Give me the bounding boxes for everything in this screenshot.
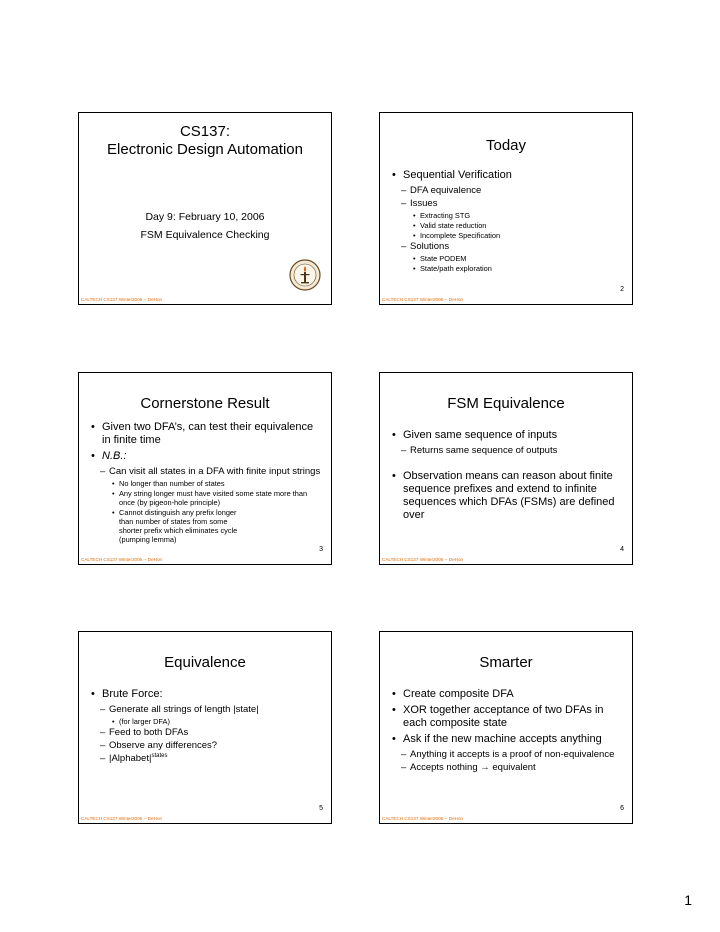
sub-sub-bullet: • No longer than number of states [91, 479, 321, 488]
sub-sub-bullet: • (for larger DFA) [91, 717, 321, 726]
sub-bullet: – Returns same sequence of outputs [392, 445, 622, 457]
bullet: • Create composite DFA [392, 688, 622, 701]
sub-sub-bullet: • Cannot distinguish any prefix longer than number of states from some shorter prefix which eliminates cycle (pumping lemma) [91, 508, 321, 544]
title-line: CS137: [179, 123, 231, 140]
sub-sub-bullet: • State PODEM [392, 254, 622, 263]
sub-bullet: – Solutions [392, 241, 622, 253]
sub-sub-bullet: • Incomplete Specification [392, 231, 622, 240]
slide-title [79, 123, 331, 159]
slide-footer: CALTECH CS137 Winter2006 -- DeHon [382, 816, 464, 821]
slide-number: 4 [620, 546, 624, 553]
slide-number: 3 [319, 546, 323, 553]
slide-footer: CALTECH CS137 Winter2006 -- DeHon [81, 297, 163, 302]
subtitle-topic: FSM Equivalence Checking [140, 229, 270, 241]
slide-content [91, 688, 321, 766]
sub-bullet: – Issues [392, 198, 622, 210]
sub-sub-bullet: • Any string longer must have visited some state more than once (by pigeon-hole principle) [91, 489, 321, 507]
sub-bullet: – Generate all strings of length |state| [91, 704, 321, 716]
states-superscript: states [151, 752, 168, 759]
slide-6 [379, 631, 633, 824]
spacer [392, 458, 622, 470]
sub-sub-bullet: • Valid state reduction [392, 221, 622, 230]
bullet [91, 450, 321, 463]
sub-bullet: – Anything it accepts is a proof of non-equivalence [392, 749, 622, 761]
alphabet-base: |Alphabet| [109, 753, 152, 764]
sub-bullet: – Feed to both DFAs [91, 727, 321, 739]
slide-1 [78, 112, 332, 305]
slide-footer: CALTECH CS137 Winter2006 -- DeHon [382, 297, 464, 302]
slide-title: FSM Equivalence [447, 395, 565, 412]
slide-number: 2 [620, 286, 624, 293]
bullet: • Observation means can reason about finite sequence prefixes and extend to infinite sequences which DFAs (FSMs) are defined over [392, 470, 622, 522]
sub-bullet [91, 753, 321, 765]
subtitle-date: Day 9: February 10, 2006 [145, 211, 265, 223]
bullet: • Sequential Verification [392, 169, 622, 182]
slide-title: Smarter [479, 654, 533, 671]
sub-bullet: – Observe any differences? [91, 740, 321, 752]
sub-bullet: – DFA equivalence [392, 185, 622, 197]
slide-4 [379, 372, 633, 565]
slide-footer: CALTECH CS137 Winter2006 -- DeHon [382, 557, 464, 562]
bullet: • Brute Force: [91, 688, 321, 701]
title-line: Electronic Design Automation [107, 141, 303, 158]
slide-content [392, 169, 622, 274]
sub-sub-bullet: • State/path exploration [392, 264, 622, 273]
slide-3 [78, 372, 332, 565]
slide-title: Today [485, 137, 527, 154]
bullet: • Given two DFA’s, can test their equivalence in finite time [91, 421, 321, 447]
page-number: 1 [684, 892, 692, 908]
slide-content [392, 688, 622, 775]
sub-bullet: – Accepts nothing → equivalent [392, 762, 622, 774]
bullet-text: N.B.: [102, 450, 127, 462]
bullet: • Ask if the new machine accepts anything [392, 733, 622, 746]
sub-bullet: – Can visit all states in a DFA with finite input strings [91, 466, 321, 478]
caltech-seal-icon [289, 259, 321, 291]
bullet: • XOR together acceptance of two DFAs in each composite state [392, 704, 622, 730]
slide-2 [379, 112, 633, 305]
slide-footer: CALTECH CS137 Winter2006 -- DeHon [81, 557, 163, 562]
slide-footer: CALTECH CS137 Winter2006 -- DeHon [81, 816, 163, 821]
slide-number: 5 [319, 805, 323, 812]
slide-content [91, 421, 321, 545]
bullet: • Given same sequence of inputs [392, 429, 622, 442]
slide-title: Equivalence [164, 654, 246, 671]
slide-number: 6 [620, 805, 624, 812]
slide-5 [78, 631, 332, 824]
slide-content [392, 429, 622, 525]
slide-title: Cornerstone Result [140, 395, 270, 412]
sub-sub-bullet: • Extracting STG [392, 211, 622, 220]
